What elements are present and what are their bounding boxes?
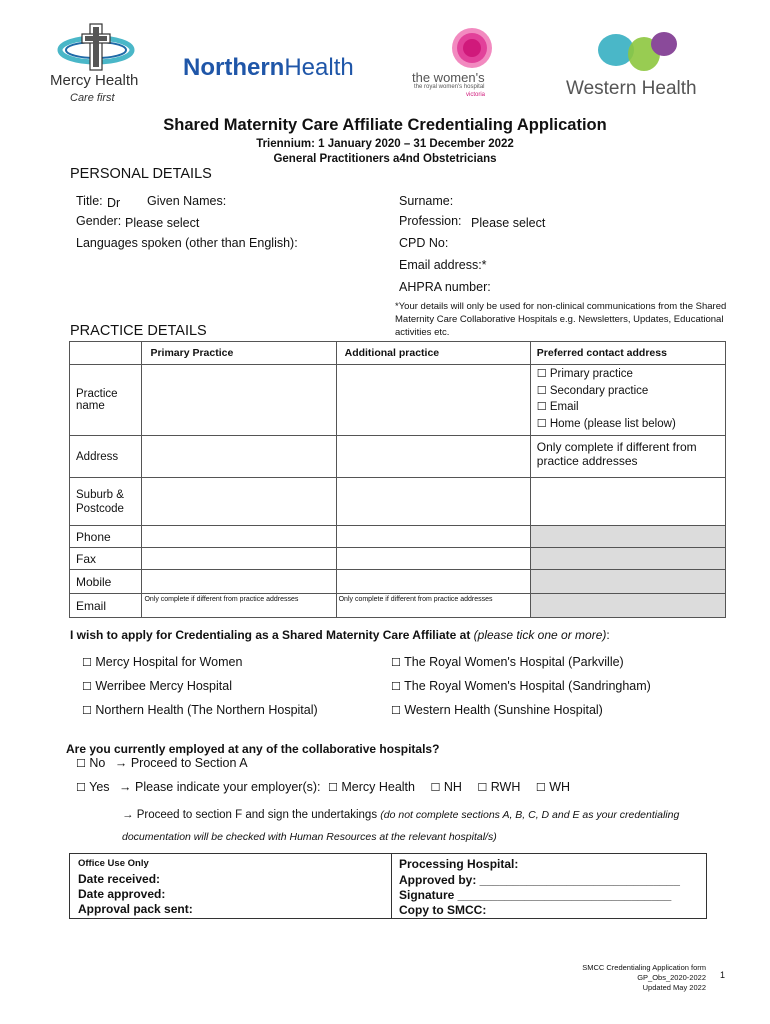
womens-line3: victoria (466, 92, 486, 98)
apply-intro-italic: (please tick one or more) (473, 628, 607, 642)
footer-line3: Updated May 2022 (642, 983, 706, 992)
northern-health-logo (183, 54, 354, 82)
hospital-label: The Royal Women's Hospital (Parkville) (404, 655, 624, 669)
col-primary-practice: Primary Practice (142, 342, 336, 365)
row-label-practice-name (70, 365, 142, 436)
hospital-checkbox-northern[interactable] (82, 703, 318, 717)
primary-practice-name-field[interactable] (142, 365, 336, 436)
approved-by-label: Approved by: ______________________________ (399, 873, 680, 887)
checkbox-primary-practice[interactable] (537, 366, 719, 383)
hospital-checkbox-rwh-sandringham[interactable] (391, 679, 651, 693)
checkbox-icon[interactable]: ☐ (391, 704, 401, 717)
footer-info (582, 963, 706, 993)
title-select[interactable]: Dr (107, 196, 121, 210)
surname-label: Surname: (399, 194, 454, 208)
table-row (70, 548, 726, 570)
western-health-logo (566, 30, 714, 100)
apply-intro (70, 628, 610, 642)
header-empty-cell (70, 342, 142, 365)
employment-no-row (76, 756, 248, 770)
checkbox-no[interactable]: ☐ (76, 757, 86, 770)
additional-practice-name-field[interactable] (336, 365, 530, 436)
additional-mobile-field[interactable] (336, 570, 530, 594)
page-title: Shared Maternity Care Affiliate Credentialing Application (163, 116, 607, 134)
option-label: Email (549, 401, 579, 413)
mercy-cross-icon (56, 22, 136, 72)
office-use-right (391, 853, 707, 919)
table-row (70, 594, 726, 618)
mercy-tagline: Care first (70, 92, 115, 104)
primary-email-field[interactable] (142, 594, 336, 618)
additional-email-field[interactable] (336, 594, 530, 618)
employment-question: Are you currently employed at any of the collaborative hospitals? (66, 742, 440, 756)
home-address-note-text: Only complete if different from practice addresses (536, 440, 697, 468)
cpd-label: CPD No: (399, 236, 449, 250)
ahpra-label: AHPRA number: (399, 280, 491, 294)
womens-line2: the royal women's hospital (414, 84, 485, 90)
col-preferred-contact: Preferred contact address (530, 342, 725, 365)
arrow-right-icon: → (114, 756, 128, 770)
primary-email-note: Only complete if different from practice addresses (144, 596, 299, 603)
checkbox-icon[interactable]: ☐ (391, 656, 401, 669)
practice-details-heading: PRACTICE DETAILS (70, 323, 207, 339)
checkbox-yes[interactable]: ☐ (76, 781, 86, 794)
hospital-checkbox-western[interactable] (391, 703, 603, 717)
womens-hospital-logo (408, 26, 504, 102)
page-number: 1 (720, 970, 726, 980)
apply-intro-bold: I wish to apply for Credentialing as a Shared Maternity Care Affiliate at (70, 628, 471, 642)
checkbox-email[interactable] (537, 399, 719, 416)
additional-address-field[interactable] (336, 436, 530, 478)
processing-hospital-label: Processing Hospital: (399, 857, 519, 871)
shaded-cell (530, 548, 725, 570)
footer-line1: SMCC Credentialing Application form (582, 963, 706, 972)
row-label-email: Email (70, 594, 142, 618)
email-label: Email address:* (399, 258, 487, 272)
arrow-right-icon: → (119, 780, 132, 794)
hospital-checkbox-werribee[interactable] (82, 679, 232, 693)
languages-label: Languages spoken (other than English): (76, 236, 298, 250)
table-row (70, 478, 726, 526)
hospital-label: Northern Health (The Northern Hospital) (95, 703, 318, 717)
given-names-label: Given Names: (147, 194, 227, 208)
row-label-suburb (70, 478, 142, 526)
no-action: Proceed to Section A (130, 756, 248, 770)
row-label-phone: Phone (70, 526, 142, 548)
hospital-checkbox-rwh-parkville[interactable] (391, 655, 624, 669)
table-row (70, 365, 726, 436)
col-additional-practice: Additional practice (336, 342, 530, 365)
womens-line1: the women's (412, 70, 485, 85)
date-approved-label: Date approved: (78, 887, 166, 901)
table-row (70, 436, 726, 478)
checkbox-icon[interactable]: ☐ (391, 680, 401, 693)
checkbox-icon[interactable]: ☐ (536, 383, 547, 397)
hospital-label: The Royal Women's Hospital (Sandringham) (404, 679, 651, 693)
date-received-label: Date received: (78, 872, 161, 886)
option-label: Secondary practice (549, 384, 649, 397)
practice-table (69, 341, 726, 618)
proceed-italic: (do not complete sections A, B, C, D and E as your credentialing documentation will be checked with Human Resources at the relevant hospital/s) (122, 809, 680, 843)
footer-line2: GP_Obs_2020-2022 (637, 973, 706, 982)
personal-details-heading: PERSONAL DETAILS (70, 166, 212, 182)
additional-email-note: Only complete if different from practice addresses (338, 596, 493, 603)
employer-label: NH (443, 780, 462, 794)
yes-action: Please indicate your employer(s): (135, 780, 321, 794)
preferred-contact-options (530, 365, 725, 436)
arrow-right-icon: → (122, 809, 134, 821)
office-use-left (69, 853, 392, 919)
checkbox-home[interactable] (537, 416, 719, 433)
option-label: Primary practice (549, 368, 633, 380)
privacy-note: *Your details will only be used for non-clinical communications from the Shared Maternity Care Collaborative Hospitals e.g. Newsletters, Updates, Educational activities etc. (395, 301, 727, 338)
primary-suburb-field[interactable] (142, 478, 336, 526)
checkbox-employer-mercy[interactable]: ☐ (327, 781, 338, 794)
employer-label: RWH (490, 780, 521, 794)
office-use-box (69, 853, 706, 919)
checkbox-employer-rwh[interactable]: ☐ (477, 781, 488, 794)
triennium: Triennium: 1 January 2020 – 31 December 2022 (256, 138, 514, 150)
additional-suburb-field[interactable] (336, 478, 530, 526)
mercy-name: Mercy Health (50, 72, 139, 89)
additional-fax-field[interactable] (336, 548, 530, 570)
shaded-cell (530, 594, 725, 618)
title-label: Title: (76, 194, 103, 208)
womens-flower-icon (450, 26, 494, 70)
gender-label: Gender: (76, 214, 122, 228)
hospital-label: Mercy Hospital for Women (95, 655, 243, 669)
row-label-text: Suburb & Postcode (76, 488, 124, 515)
signature-label: Signature ________________________________ (399, 888, 672, 902)
table-row (70, 526, 726, 548)
checkbox-icon[interactable]: ☐ (536, 400, 547, 413)
office-use-heading: Office Use Only (78, 858, 149, 869)
checkbox-icon[interactable]: ☐ (536, 416, 547, 430)
western-name: Western Health (566, 78, 697, 99)
mercy-health-logo (50, 22, 150, 108)
employer-label: WH (549, 780, 571, 794)
hospital-label: Werribee Mercy Hospital (95, 679, 232, 693)
row-label-fax: Fax (70, 548, 142, 570)
table-header-row (70, 342, 726, 365)
shaded-cell (530, 570, 725, 594)
profession-select[interactable]: Please select (471, 216, 546, 230)
gender-select[interactable]: Please select (125, 216, 200, 230)
profession-label: Profession: (399, 214, 462, 228)
row-label-mobile: Mobile (70, 570, 142, 594)
home-address-note[interactable] (530, 436, 725, 478)
option-label: Home (please list below) (549, 417, 676, 430)
checkbox-icon[interactable]: ☐ (82, 656, 92, 669)
approval-pack-label: Approval pack sent: (78, 902, 193, 916)
checkbox-icon[interactable]: ☐ (536, 367, 547, 380)
subtitle: General Practitioners a4nd Obstetricians (273, 153, 497, 165)
primary-phone-field[interactable] (142, 526, 336, 548)
yes-label: Yes (89, 780, 110, 794)
primary-mobile-field[interactable] (142, 570, 336, 594)
copy-to-label: Copy to SMCC: (399, 903, 487, 917)
checkbox-secondary-practice[interactable] (537, 383, 719, 400)
western-leaves-icon (594, 30, 684, 74)
proceed-note (122, 804, 722, 848)
checkbox-employer-nh[interactable]: ☐ (430, 781, 441, 794)
employer-label: Mercy Health (341, 780, 415, 794)
hospital-checkbox-mercy[interactable] (82, 655, 242, 669)
hospital-label: Western Health (Sunshine Hospital) (404, 703, 603, 717)
home-suburb-field[interactable] (530, 478, 725, 526)
shaded-cell (530, 526, 725, 548)
northern-word: Northern (183, 54, 285, 81)
checkbox-icon[interactable]: ☐ (82, 704, 92, 717)
employment-yes-row (76, 780, 570, 794)
primary-fax-field[interactable] (142, 548, 336, 570)
no-label: No (89, 756, 106, 770)
checkbox-icon[interactable]: ☐ (82, 680, 92, 693)
proceed-text: Proceed to section F and sign the undertakings (136, 809, 378, 821)
primary-address-field[interactable] (142, 436, 336, 478)
row-label-text: Practice name (76, 388, 118, 412)
checkbox-employer-wh[interactable]: ☐ (535, 781, 546, 794)
apply-intro-colon: : (606, 628, 610, 642)
additional-phone-field[interactable] (336, 526, 530, 548)
row-label-address: Address (70, 436, 142, 478)
health-word: Health (284, 54, 354, 81)
table-row (70, 570, 726, 594)
